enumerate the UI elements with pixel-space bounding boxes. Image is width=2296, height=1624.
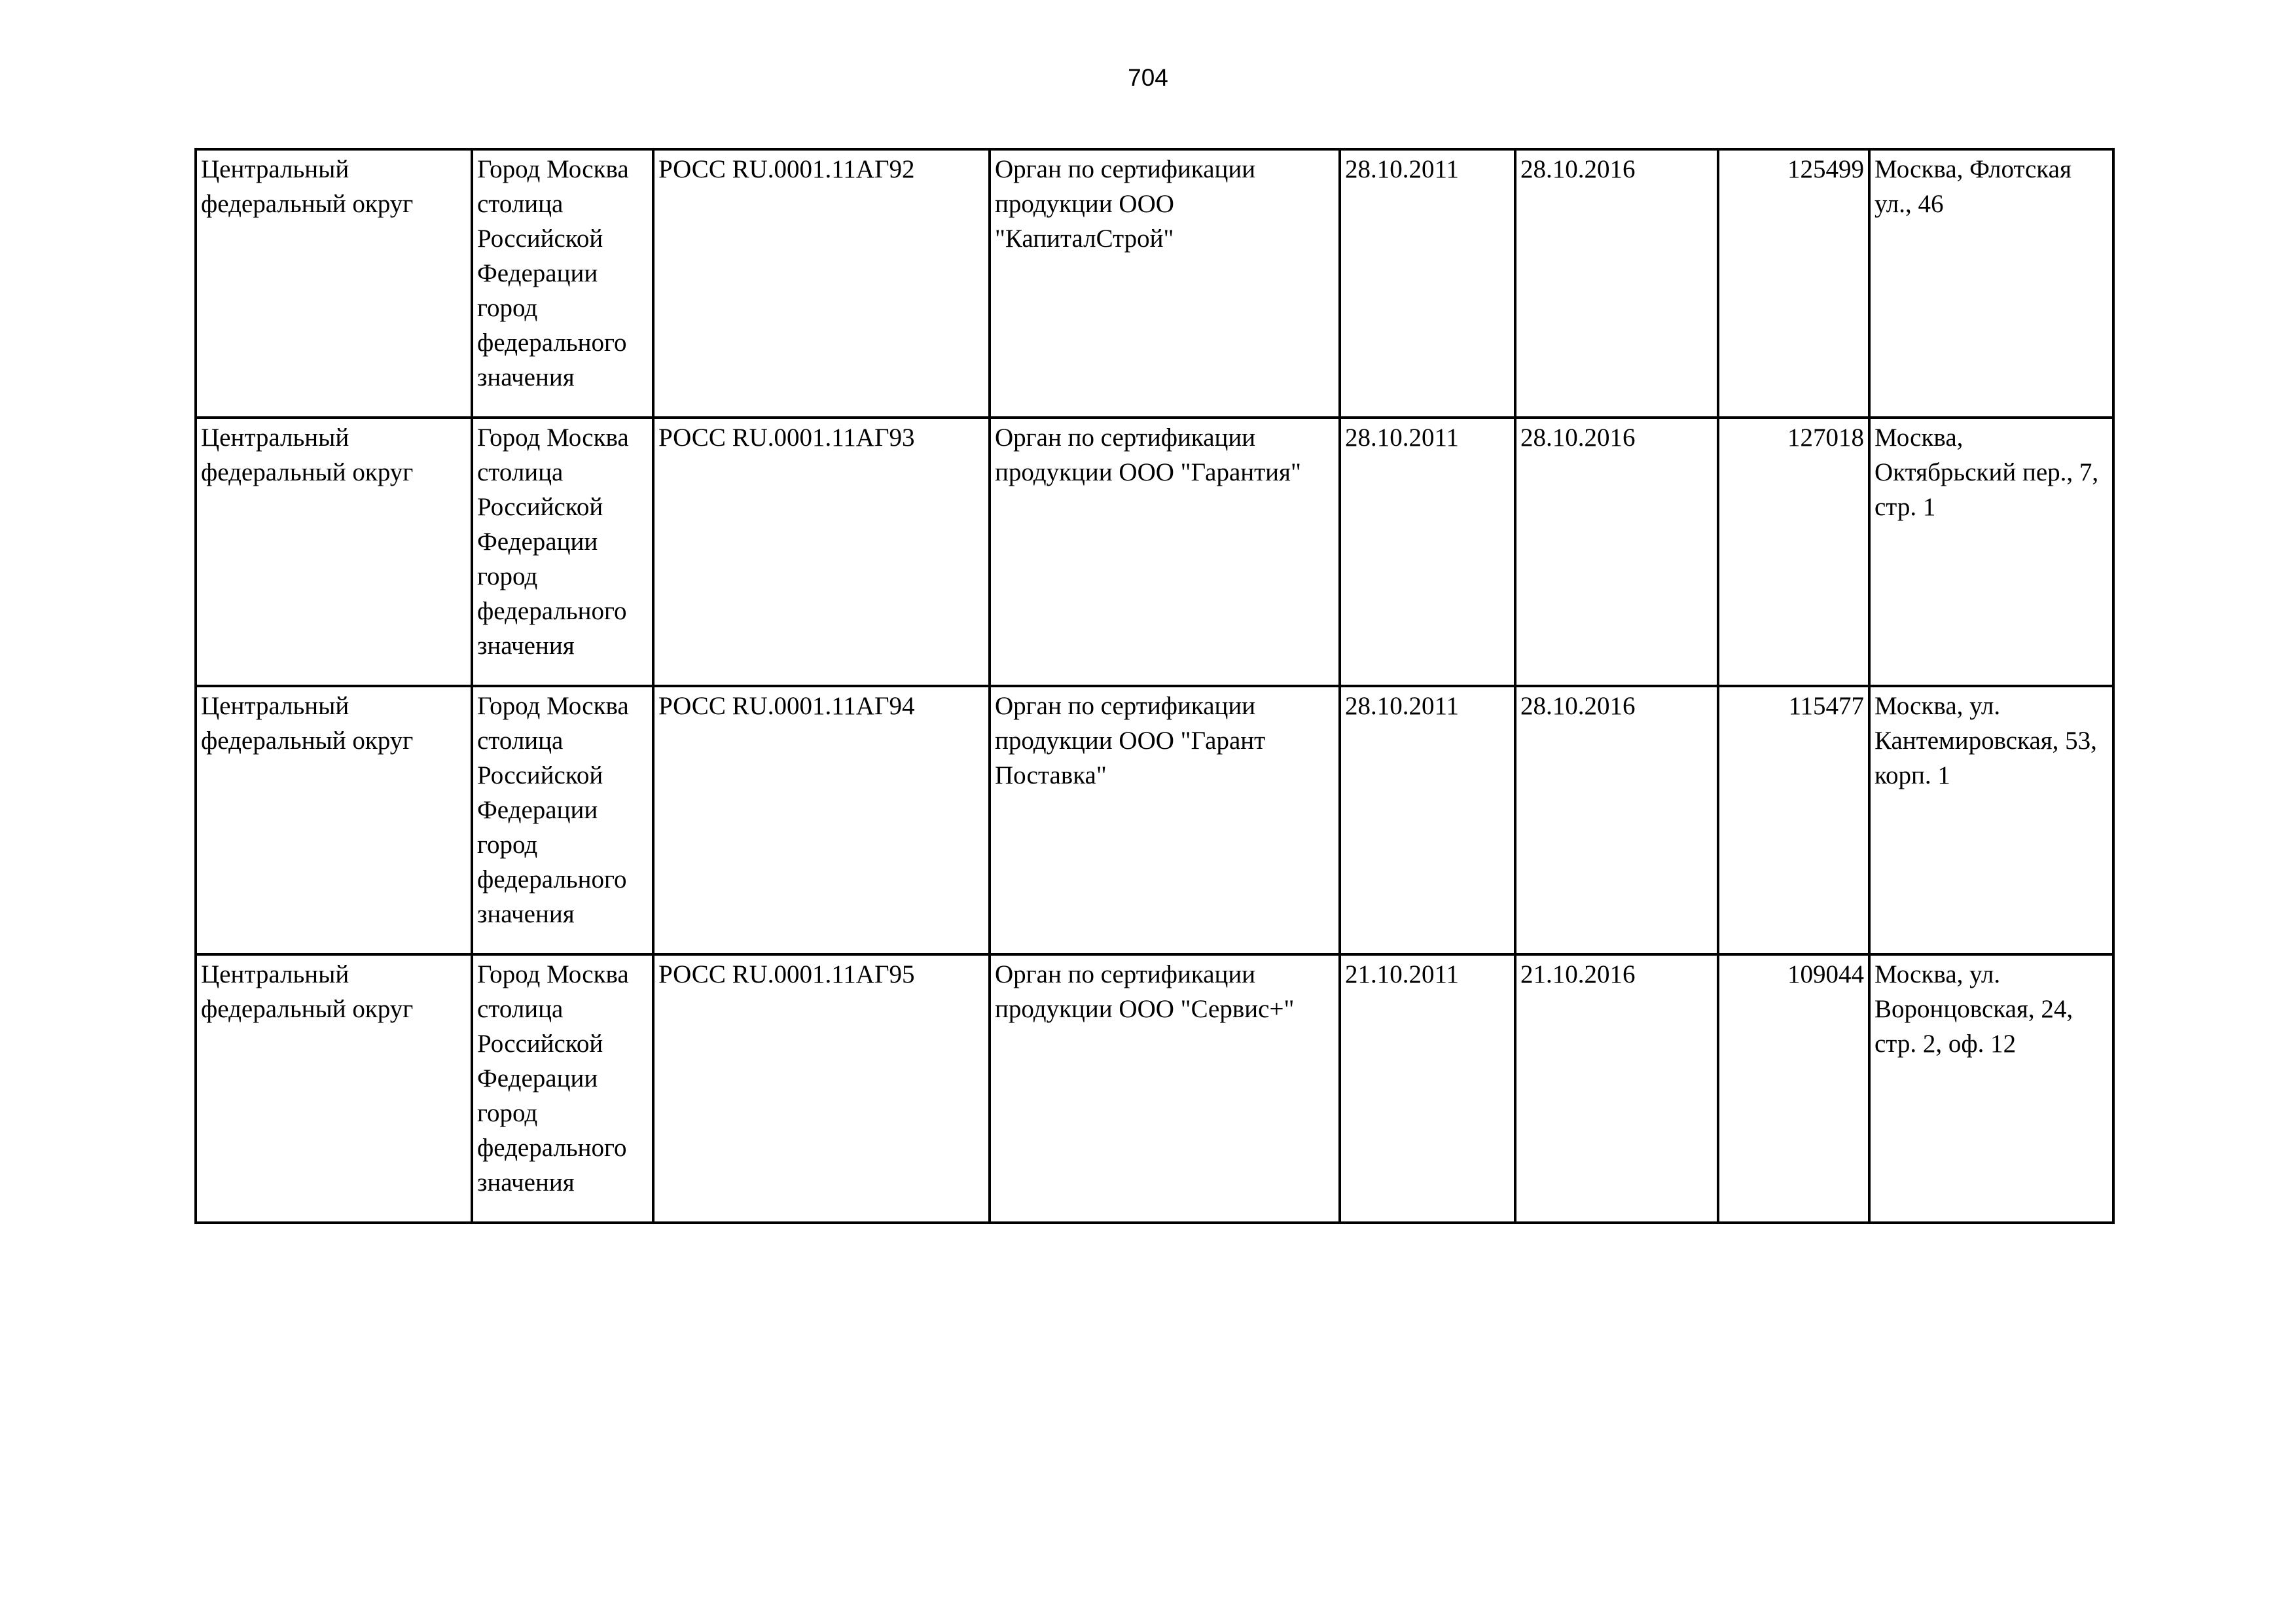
reg-number-cell	[653, 686, 990, 954]
reg-number-text: РОСС RU.0001.11АГ93	[658, 424, 915, 452]
region-cell	[472, 954, 653, 1223]
postal-code-text: 109044	[1787, 960, 1864, 988]
date-expires-text: 21.10.2016	[1520, 960, 1636, 988]
district-cell	[196, 686, 472, 954]
organization-cell	[990, 686, 1340, 954]
postal-code-text: 125499	[1787, 155, 1864, 183]
date-expires-text: 28.10.2016	[1520, 155, 1636, 183]
address-text: Москва, ул. Воронцовская, 24, стр. 2, оф. 12	[1874, 960, 2073, 1058]
district-cell	[196, 149, 472, 418]
date-expires-text: 28.10.2016	[1520, 692, 1636, 720]
district-text: Центральный федеральный округ	[201, 692, 414, 755]
region-text: Город Москва столица Российской Федерации город федерального значения	[477, 960, 629, 1197]
certification-registry-table	[194, 148, 2115, 1224]
date-issued-cell	[1340, 149, 1515, 418]
region-text: Город Москва столица Российской Федерации город федерального значения	[477, 155, 629, 391]
reg-number-cell	[653, 418, 990, 686]
date-expires-cell	[1515, 686, 1718, 954]
address-cell	[1869, 686, 2113, 954]
organization-text: Орган по сертификации продукции ООО "КапиталСтрой"	[995, 155, 1256, 253]
reg-number-cell	[653, 149, 990, 418]
region-cell	[472, 418, 653, 686]
organization-text: Орган по сертификации продукции ООО "Гарантия"	[995, 424, 1301, 486]
address-text: Москва, ул. Кантемировская, 53, корп. 1	[1874, 692, 2097, 789]
district-cell	[196, 954, 472, 1223]
address-text: Москва, Октябрьский пер., 7, стр. 1	[1874, 424, 2099, 521]
postal-code-cell	[1718, 954, 1869, 1223]
organization-text: Орган по сертификации продукции ООО "Сервис+"	[995, 960, 1295, 1023]
date-expires-cell	[1515, 418, 1718, 686]
region-cell	[472, 686, 653, 954]
page-number: 704	[1128, 64, 1168, 91]
table-row	[196, 954, 2113, 1223]
postal-code-cell	[1718, 149, 1869, 418]
date-issued-text: 28.10.2011	[1345, 424, 1460, 452]
postal-code-cell	[1718, 418, 1869, 686]
date-issued-text: 21.10.2011	[1345, 960, 1460, 988]
district-text: Центральный федеральный округ	[201, 960, 414, 1023]
reg-number-text: РОСС RU.0001.11АГ92	[658, 155, 915, 183]
district-text: Центральный федеральный округ	[201, 424, 414, 486]
organization-text: Орган по сертификации продукции ООО "Гарант Поставка"	[995, 692, 1266, 789]
postal-code-text: 115477	[1788, 692, 1864, 720]
reg-number-text: РОСС RU.0001.11АГ95	[658, 960, 915, 988]
address-text: Москва, Флотская ул., 46	[1874, 155, 2072, 218]
address-cell	[1869, 149, 2113, 418]
table-row	[196, 686, 2113, 954]
date-expires-cell	[1515, 149, 1718, 418]
region-text: Город Москва столица Российской Федерации город федерального значения	[477, 424, 629, 660]
date-expires-text: 28.10.2016	[1520, 424, 1636, 452]
region-text: Город Москва столица Российской Федерации город федерального значения	[477, 692, 629, 928]
organization-cell	[990, 954, 1340, 1223]
date-issued-text: 28.10.2011	[1345, 155, 1460, 183]
date-issued-text: 28.10.2011	[1345, 692, 1460, 720]
address-cell	[1869, 954, 2113, 1223]
date-issued-cell	[1340, 686, 1515, 954]
reg-number-cell	[653, 954, 990, 1223]
district-text: Центральный федеральный округ	[201, 155, 414, 218]
postal-code-cell	[1718, 686, 1869, 954]
region-cell	[472, 149, 653, 418]
table-row	[196, 418, 2113, 686]
district-cell	[196, 418, 472, 686]
organization-cell	[990, 418, 1340, 686]
postal-code-text: 127018	[1787, 424, 1864, 452]
organization-cell	[990, 149, 1340, 418]
date-issued-cell	[1340, 418, 1515, 686]
reg-number-text: РОСС RU.0001.11АГ94	[658, 692, 915, 720]
table-row	[196, 149, 2113, 418]
date-expires-cell	[1515, 954, 1718, 1223]
date-issued-cell	[1340, 954, 1515, 1223]
address-cell	[1869, 418, 2113, 686]
